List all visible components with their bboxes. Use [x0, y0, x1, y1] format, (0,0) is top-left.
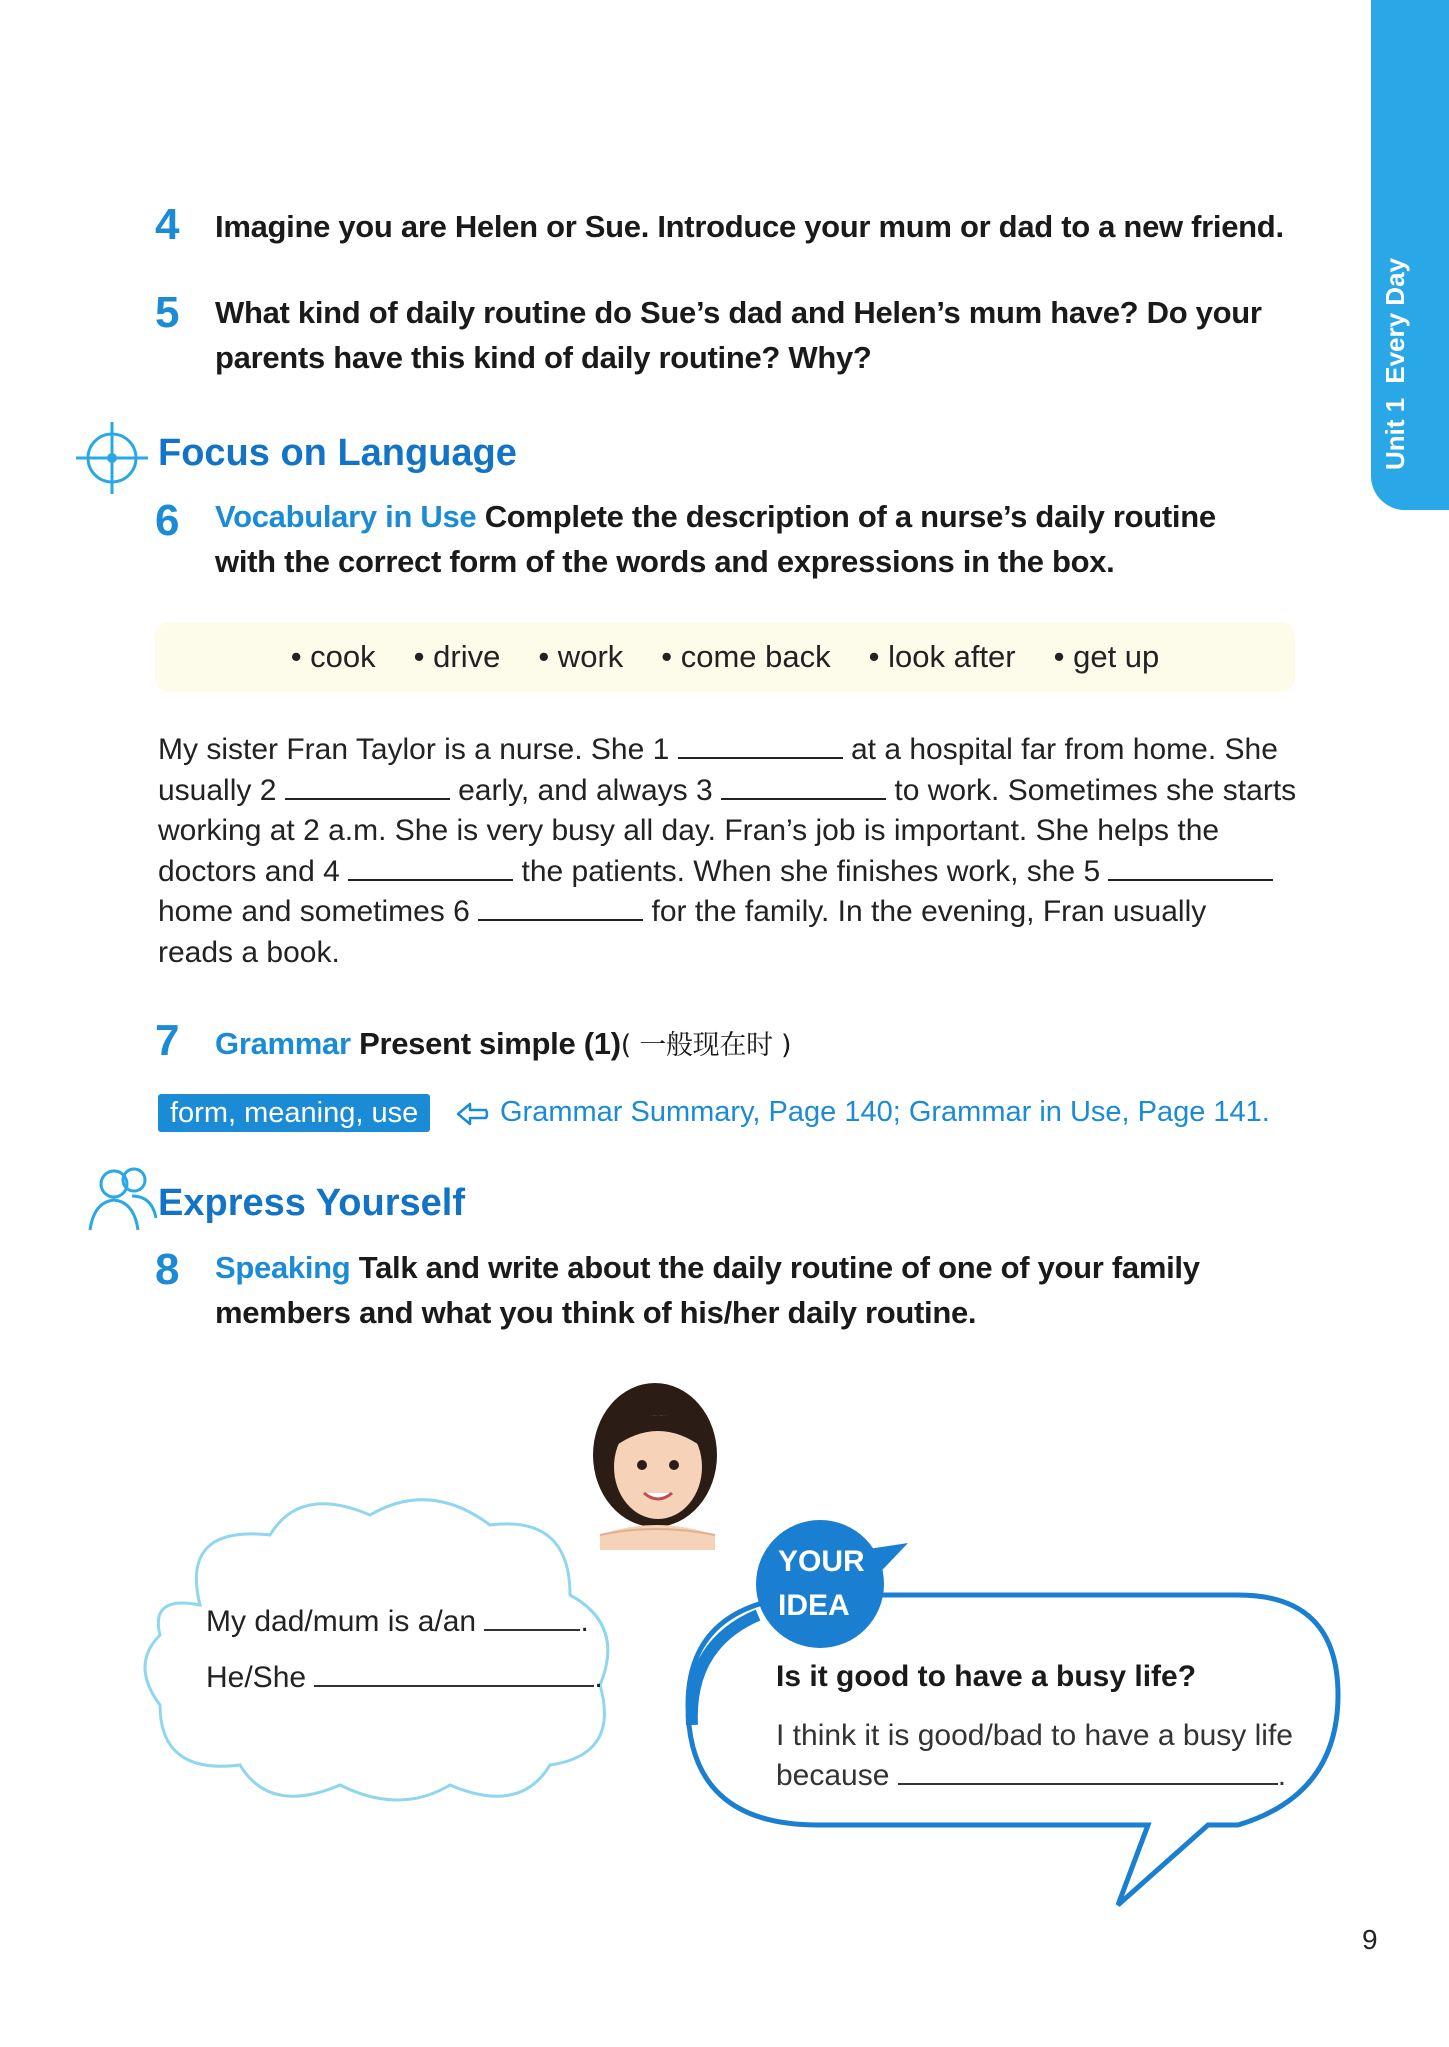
cloud-prompt-2: He/She	[206, 1661, 307, 1694]
unit-side-tab-label	[1380, 258, 1411, 470]
question-6-line2: with the correct form of the words and expressions in the box.	[215, 544, 1115, 579]
unit-label: Unit 1	[1380, 397, 1410, 470]
question-4-number: 4	[155, 200, 180, 249]
blank-3[interactable]	[721, 772, 886, 800]
your-idea-label	[778, 1540, 865, 1628]
blank-2[interactable]	[285, 772, 450, 800]
grammar-note: ( 一般现在时 )	[620, 1030, 792, 1061]
word-item: • drive	[413, 639, 501, 674]
para-text: the patients. When she finishes work, she 5	[521, 854, 1101, 888]
word-item: • get up	[1053, 639, 1160, 674]
word-item: • come back	[661, 639, 831, 674]
people-icon	[86, 1166, 160, 1234]
description-paragraph	[158, 730, 1308, 973]
para-text: home and sometimes 6	[158, 895, 470, 928]
idea-answer: I think it is good/bad to have a busy life because .	[776, 1716, 1293, 1796]
question-8-text	[215, 1245, 1335, 1335]
question-7-number: 7	[155, 1016, 180, 1065]
express-yourself-title: Express Yourself	[158, 1182, 465, 1224]
grammar-topic: Present simple (1)	[359, 1026, 621, 1061]
page-number: 9	[1362, 1924, 1378, 1955]
question-5-line2: parents have this kind of daily routine? Why?	[215, 340, 872, 375]
word-item: • cook	[290, 639, 376, 674]
grammar-tag: form, meaning, use	[158, 1094, 430, 1132]
question-4-text: Imagine you are Helen or Sue. Introduce your mum or dad to a new friend.	[215, 209, 1284, 244]
idea-question: Is it good to have a busy life?	[776, 1660, 1197, 1693]
unit-title: Every Day	[1380, 258, 1410, 384]
blank-5[interactable]	[1108, 853, 1273, 881]
word-item: • work	[538, 639, 624, 674]
idea-answer-line2: because	[776, 1759, 890, 1792]
para-text: reads a book.	[158, 935, 340, 969]
thought-cloud	[130, 1485, 630, 1815]
grammar-label: Grammar	[215, 1026, 351, 1061]
idea-blank[interactable]	[898, 1759, 1278, 1785]
your-idea-line1: YOUR	[778, 1545, 865, 1578]
your-idea-line2: IDEA	[778, 1589, 850, 1622]
para-text: for the family. In the evening, Fran usually	[651, 895, 1207, 928]
question-8-line1: Talk and write about the daily routine of one of your family	[358, 1250, 1200, 1285]
vocabulary-label: Vocabulary in Use	[215, 499, 477, 534]
pointing-hand-icon	[456, 1100, 490, 1128]
para-text: usually 2	[158, 773, 277, 807]
speaking-label: Speaking	[215, 1250, 351, 1285]
cloud-line-1: My dad/mum is a/an .	[206, 1605, 589, 1638]
question-6-line1: Complete the description of a nurse’s daily routine	[484, 499, 1216, 534]
question-7-text	[215, 1021, 1315, 1068]
cloud-blank-1[interactable]	[484, 1605, 580, 1631]
grammar-reference-link[interactable]: Grammar Summary, Page 140; Grammar in Use, Page 141.	[500, 1096, 1270, 1128]
para-text: doctors and 4	[158, 854, 340, 888]
question-8-number: 8	[155, 1245, 180, 1294]
para-text: at a hospital far from home. She	[851, 733, 1278, 766]
blank-4[interactable]	[348, 853, 513, 881]
para-text: early, and always 3	[458, 773, 713, 807]
para-text: working at 2 a.m. She is very busy all day. Fran’s job is important. She helps the	[158, 814, 1220, 847]
question-8-line2: members and what you think of his/her daily routine.	[215, 1295, 977, 1330]
question-6-text	[215, 494, 1335, 584]
idea-answer-line1: I think it is good/bad to have a busy life	[776, 1719, 1293, 1752]
cloud-prompt-1: My dad/mum is a/an	[206, 1605, 477, 1638]
cloud-line-2: He/She .	[206, 1661, 603, 1694]
question-5-number: 5	[155, 288, 180, 337]
word-box	[155, 622, 1295, 692]
cloud-blank-2[interactable]	[314, 1661, 594, 1687]
para-text: My sister Fran Taylor is a nurse. She 1	[158, 733, 670, 766]
question-5-text	[215, 290, 1315, 380]
word-item: • look after	[868, 639, 1016, 674]
focus-on-language-title: Focus on Language	[158, 432, 517, 474]
crosshair-icon	[72, 418, 152, 498]
blank-6[interactable]	[478, 893, 643, 921]
para-text: to work. Sometimes she starts	[894, 773, 1297, 807]
question-5-line1: What kind of daily routine do Sue’s dad and Helen’s mum have? Do your	[215, 295, 1262, 330]
blank-1[interactable]	[678, 731, 843, 759]
question-6-number: 6	[155, 496, 180, 545]
